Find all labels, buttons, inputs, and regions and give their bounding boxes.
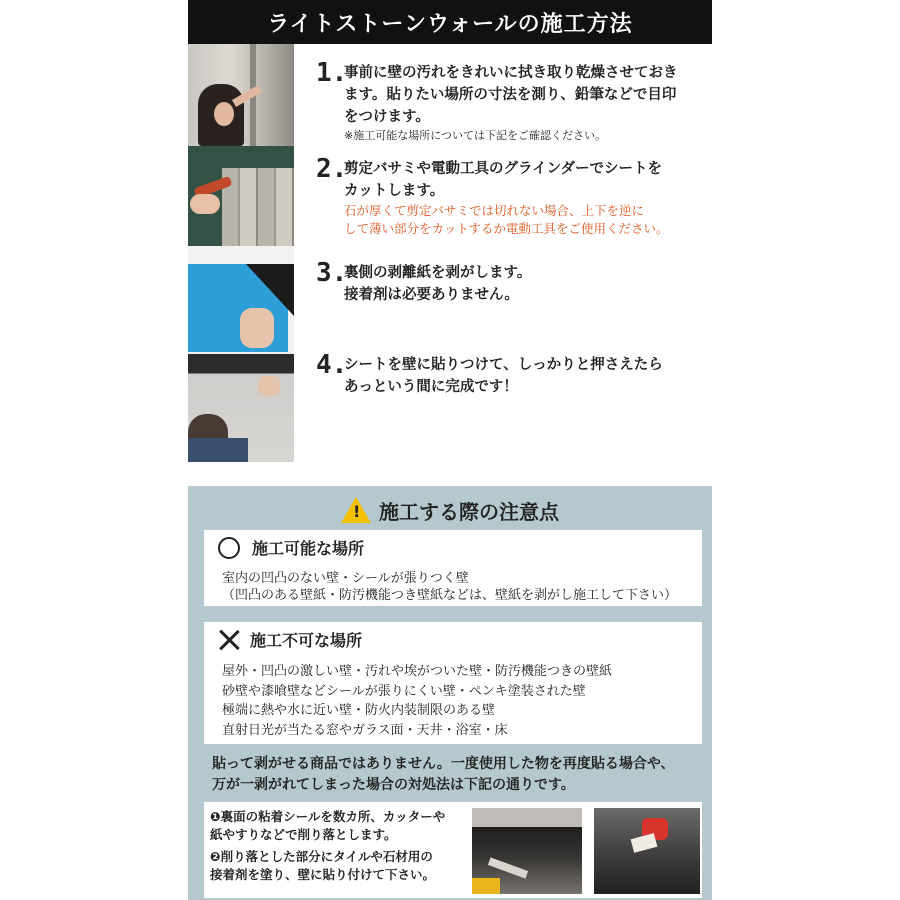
warning-line: して薄い部分をカットするか電動工具をご使用ください。 <box>344 221 669 236</box>
step2-photo <box>188 146 294 246</box>
cutter-handle <box>472 878 500 894</box>
caution-panel <box>188 486 712 900</box>
step-line: カットします。 <box>344 183 445 199</box>
step-2 <box>316 154 706 238</box>
repair-box <box>204 802 702 898</box>
ng-heading <box>218 628 362 651</box>
step-text <box>344 262 706 306</box>
step-4 <box>316 350 706 398</box>
hand-shape <box>258 376 280 396</box>
step1-photo <box>188 44 294 146</box>
notice-text <box>212 754 675 796</box>
repair-step-2 <box>210 848 435 884</box>
ok-body <box>222 570 677 604</box>
ng-line: 極端に熱や水に近い壁・防火内装制限のある壁 <box>222 703 496 718</box>
spatula-shape <box>631 833 658 853</box>
hand-shape <box>240 308 274 348</box>
repair-line: ❷削り落とした部分にタイルや石材用の <box>210 849 433 864</box>
ok-locations-box <box>204 530 702 606</box>
caution-title-text: 施工する際の注意点 <box>379 500 559 524</box>
stone-sheet <box>222 168 294 246</box>
notice-line: 貼って剥がせる商品ではありません。一度使用した物を再度貼る場合や、 <box>212 756 675 772</box>
shirt-shape <box>188 438 248 462</box>
ng-heading-text: 施工不可な場所 <box>250 631 363 650</box>
notice-line: 万が一剥がれてしまった場合の対処法は下記の通りです。 <box>212 777 575 793</box>
step-line: ます。貼りたい場所の寸法を測り、鉛筆などで目印 <box>344 87 677 103</box>
cross-ng-icon <box>218 629 240 651</box>
face-shape <box>214 102 234 126</box>
repair-line: 紙やすりなどで削り落とします。 <box>210 827 397 842</box>
step-line: 裏側の剥離紙を剥がします。 <box>344 265 532 281</box>
step-line: 剪定バサミや電動工具のグラインダーでシートを <box>344 161 662 177</box>
step-warning <box>344 202 706 238</box>
step-note: ※施工可能な場所については下記をご確認ください。 <box>344 129 606 142</box>
ok-heading-text: 施工可能な場所 <box>252 539 365 558</box>
ng-line: 直射日光が当たる窓やガラス面・天井・浴室・床 <box>222 722 508 738</box>
step-number: 4. <box>316 350 348 380</box>
ng-body <box>222 662 612 740</box>
page-title: ライトストーンウォールの施工方法 <box>188 0 712 44</box>
step-line: 接着剤は必要ありません。 <box>344 287 519 303</box>
cutter-knife <box>488 857 528 878</box>
repair-photo-1 <box>472 808 582 894</box>
ok-line: 室内の凹凸のない壁・シールが張りつく壁 <box>222 571 469 586</box>
repair-photo-2 <box>594 808 700 894</box>
repair-step-1 <box>210 808 445 844</box>
step-number: 3. <box>316 258 348 288</box>
step-text <box>344 62 706 128</box>
caution-title <box>188 496 712 525</box>
step-1 <box>316 58 706 144</box>
step-line: あっという間に完成です！ <box>344 379 518 395</box>
step-line: 事前に壁の汚れをきれいに拭き取り乾燥させておき <box>344 65 678 81</box>
step-line: シートを壁に貼りつけて、しっかりと押さえたら <box>344 357 663 373</box>
hand-shape <box>190 194 220 214</box>
step-line: をつけます。 <box>344 109 430 125</box>
ng-line: 砂壁や漆喰壁などシールが張りにくい壁・ペンキ塗装された壁 <box>222 683 586 699</box>
step-3 <box>316 258 706 306</box>
step-text <box>344 354 706 398</box>
warning-line: 石が厚くて剪定バサミでは切れない場合、上下を逆に <box>344 203 645 218</box>
ng-locations-box <box>204 622 702 744</box>
repair-line: ❶裏面の粘着シールを数カ所、カッターや <box>210 809 446 824</box>
circle-ok-icon <box>218 537 240 559</box>
step4-photo <box>188 354 294 462</box>
step-number: 1. <box>316 58 348 88</box>
repair-line: 接着剤を塗り、壁に貼り付けて下さい。 <box>210 867 436 882</box>
ok-heading <box>218 536 364 559</box>
step-text <box>344 158 706 202</box>
warning-icon: ! <box>341 497 371 523</box>
ok-line: （凹凸のある壁紙・防汚機能つき壁紙などは、壁紙を剥がし施工して下さい） <box>222 588 678 603</box>
ng-line: 屋外・凹凸の激しい壁・汚れや埃がついた壁・防汚機能つきの壁紙 <box>222 664 613 679</box>
step3-photo <box>188 246 294 354</box>
step-number: 2. <box>316 154 348 184</box>
